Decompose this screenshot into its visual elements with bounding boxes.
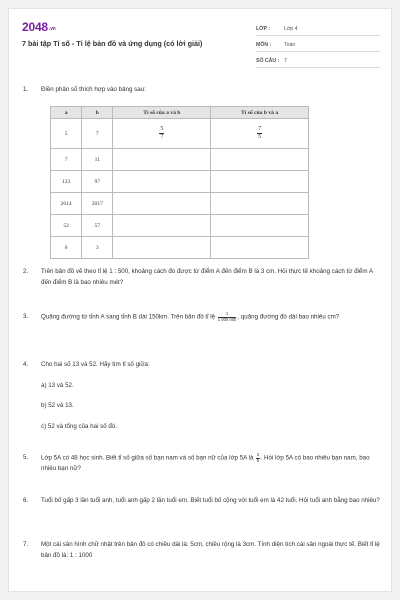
fraction	[159, 126, 164, 142]
table-row	[51, 119, 309, 149]
table-row	[51, 215, 309, 237]
cell-ratio-ba	[211, 237, 309, 259]
cell-ratio-ab	[113, 171, 211, 193]
question-number: 3.	[23, 313, 29, 320]
cell-a: 2014	[51, 193, 82, 215]
table-row	[51, 171, 309, 193]
fraction	[256, 453, 259, 463]
fraction	[218, 312, 237, 322]
table-row	[51, 193, 309, 215]
fraction-numerator: 1	[218, 312, 237, 318]
question-text-before: Lớp 5A có 48 học sinh. Biết tỉ số giữa số bạn nam và số bạn nữ của lớp 5A là	[41, 454, 254, 462]
worksheet-page	[8, 8, 392, 592]
fraction-denominator: 1 000 000	[217, 316, 237, 322]
question-text: Trên bản đồ vẽ theo tỉ lệ 1 : 500, khoảng cách đo được từ điểm A đến điểm B là 3 cm. Hỏi thực tế khoảng cách từ điểm A đến điểm B là bao nhiêu mét?	[41, 268, 373, 286]
cell-b: 97	[82, 171, 113, 193]
cell-b: 2017	[82, 193, 113, 215]
cell-ratio-ba	[211, 149, 309, 171]
fraction	[257, 126, 262, 142]
meta-subject-key: MÔN :	[256, 42, 272, 48]
header-a: a	[51, 107, 82, 119]
question-number: 1.	[23, 86, 29, 93]
question-4-item-a: a) 13 và 52.	[41, 382, 74, 389]
question-number: 7.	[23, 541, 29, 548]
question-number: 6.	[23, 497, 29, 504]
logo-text: 2048	[22, 20, 48, 34]
meta-subject-row	[256, 40, 380, 52]
question-text-after: . Hỏi lớp 5A có bao nhiêu bạn nam, bao nhiêu bạn nữ?	[41, 454, 370, 473]
fraction-denominator: 7	[160, 134, 164, 140]
cell-b: 11	[82, 149, 113, 171]
cell-a: 123	[51, 171, 82, 193]
fraction-numerator: 5	[159, 126, 164, 135]
table-header-row	[51, 107, 309, 119]
cell-b: 57	[82, 215, 113, 237]
cell-a: 5	[51, 119, 82, 149]
meta-class-row	[256, 24, 380, 36]
meta-subject-value: Toán	[284, 42, 296, 48]
document-title: 7 bài tập Tỉ số - Tỉ lệ bản đồ và ứng dụng (có lời giải)	[22, 39, 203, 48]
cell-a: 6	[51, 237, 82, 259]
cell-a: 52	[51, 215, 82, 237]
question-number: 4.	[23, 361, 29, 368]
site-logo[interactable]	[22, 20, 56, 34]
table-row	[51, 149, 309, 171]
cell-ratio-ba	[211, 193, 309, 215]
question-number: 2.	[23, 268, 29, 275]
cell-b: 3	[82, 237, 113, 259]
meta-count-row	[256, 56, 380, 68]
meta-count-value: 7	[284, 58, 287, 64]
cell-ratio-ab	[113, 237, 211, 259]
meta-class-key: LỚP :	[256, 26, 271, 32]
question-text: Một cái sân hình chữ nhật trên bản đồ có chiều dài là: 5cm, chiều rộng là 3cm. Tính diện tích cái sân ngoài thực tế. Biết tỉ lệ bản đồ là: 1 : 1000	[41, 541, 380, 559]
cell-ratio-ba	[211, 119, 309, 149]
cell-a: 7	[51, 149, 82, 171]
table-row	[51, 237, 309, 259]
question-text	[41, 453, 381, 475]
question-text: Điền phân số thích hợp vào bảng sau:	[41, 86, 146, 93]
ratio-table	[50, 106, 309, 259]
question-text	[41, 312, 381, 323]
question-text: Cho hai số 13 và 52. Hãy tìm tỉ số giữa:	[41, 361, 150, 368]
fraction-numerator: 7	[257, 126, 262, 135]
fraction-denominator: 5	[258, 134, 262, 140]
cell-b: 7	[82, 119, 113, 149]
logo-suffix: .vn	[48, 26, 56, 32]
fraction-numerator: 3	[256, 452, 260, 457]
question-text: Tuổi bố gấp 3 lần tuổi anh, tuổi anh gấp 2 lần tuổi em. Biết tuổi bố cộng với tuổi em là 42 tuổi. Hỏi tuổi anh bằng bao nhiêu?	[41, 497, 380, 504]
cell-ratio-ab	[113, 215, 211, 237]
cell-ratio-ab	[113, 193, 211, 215]
question-number: 5.	[23, 454, 29, 461]
meta-class-value: Lớp 4	[284, 26, 298, 32]
question-text-after: , quãng đường đó dài bao nhiêu cm?	[237, 313, 340, 321]
cell-ratio-ba	[211, 215, 309, 237]
header-ratio-ab: Tỉ số của a và b	[113, 107, 211, 119]
fraction-denominator: 5	[256, 457, 260, 463]
cell-ratio-ab	[113, 119, 211, 149]
header-b: b	[82, 107, 113, 119]
header-ratio-ba: Tỉ số của b và a	[211, 107, 309, 119]
question-4-item-b: b) 52 và 13.	[41, 402, 74, 409]
meta-count-key: SỐ CÂU :	[256, 58, 280, 64]
cell-ratio-ab	[113, 149, 211, 171]
question-text-before: Quãng đường từ tỉnh A sang tỉnh B dài 150km. Trên bản đồ tỉ lệ	[41, 313, 216, 321]
cell-ratio-ba	[211, 171, 309, 193]
question-4-item-c: c) 52 và tổng của hai số đó.	[41, 423, 118, 430]
